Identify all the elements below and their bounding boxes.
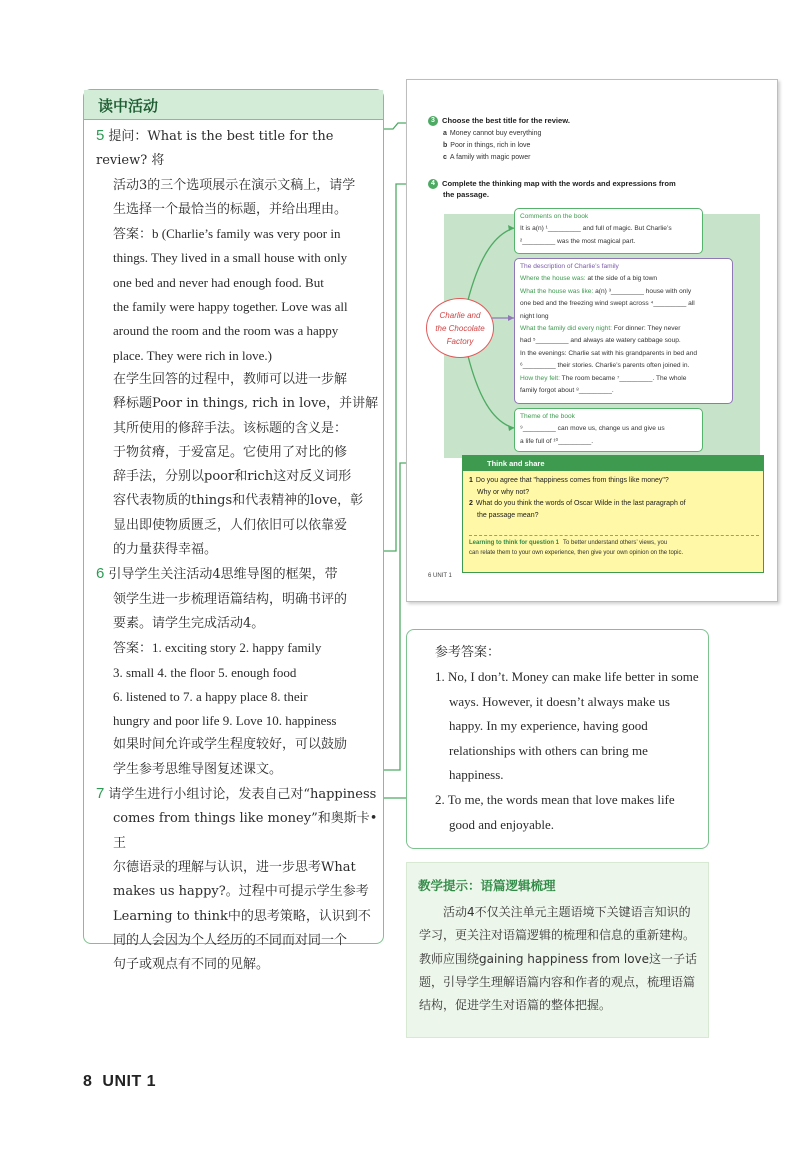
item-6-extra-line: 如果时间允许或学生程度较好，可以鼓励	[113, 737, 348, 753]
panel-title: 读中活动	[98, 98, 159, 115]
think-and-share-header: Think and share	[463, 456, 763, 471]
item-5-answer-line: 答案：b (Charlie’s family was very poor in	[113, 226, 341, 242]
item-5-explain-line: 其所使用的修辞手法。该标题的含义是：	[113, 420, 348, 436]
item-5-answer-line: the family were happy together. Love was all	[113, 299, 348, 315]
learning-to-think-note: Learning to think for question 1 To better understand others’ views, you can relate them to your own experience, then give your own opinion on the topic.	[469, 535, 759, 558]
page-number: 8	[83, 1073, 93, 1090]
item-5-explain-line: 容代表物质的things和代表精神的love，彰	[113, 493, 364, 509]
item-7-line: comes from things like money”和奥斯卡•王	[113, 811, 378, 851]
textbook-page-footer: 6 UNIT 1	[428, 573, 452, 579]
reference-answers-box	[406, 629, 709, 849]
item-6-answer-line: 6. listened to 7. a happy place 8. their	[113, 688, 308, 704]
question-3-title: Choose the best title for the review.	[442, 116, 570, 125]
item-5-answer-line: one bed and never had enough food. But	[113, 274, 324, 290]
book-title-oval: Charlie and the Chocolate Factory	[426, 298, 494, 358]
teaching-tip-box	[406, 862, 709, 1038]
page-footer	[83, 1073, 156, 1091]
item-6-line-3: 要素。请学生完成活动4。	[113, 615, 265, 631]
item-5-line-2: 活动3的三个选项展示在演示文稿上，请学	[113, 177, 356, 193]
theme-title: Theme of the book	[520, 413, 575, 420]
item-6-line-1: 6 引导学生关注活动4思维导图的框架，带	[96, 565, 338, 583]
item-5-answer-line: around the room and the room was a happy	[113, 323, 339, 339]
item-5-explain-line: 在学生回答的过程中，教师可以进一步解	[113, 371, 348, 387]
theme-box: Theme of the book ⁹_________ can move us, change us and give us a life full of ¹⁰_________.	[514, 408, 703, 452]
question-4-title-line-1: Complete the thinking map with the words and expressions from	[442, 179, 676, 188]
item-number: 7	[96, 785, 105, 803]
item-6-extra-line: 学生参考思维导图复述课文。	[113, 761, 283, 777]
question-4-title-line-2: the passage.	[443, 190, 490, 199]
item-number: 6	[96, 565, 105, 583]
item-7-line: 尔德语录的理解与认识，进一步思考What	[113, 859, 356, 875]
item-6-line-2: 领学生进一步梳理语篇结构，明确书评的	[113, 591, 348, 607]
comments-box: Comments on the book It is a(n) ¹_________ and full of magic. But Charlie’s ²_________ was the most magical part.	[514, 208, 703, 254]
item-7-line-1: 7 请学生进行小组讨论，发表自己对“happiness	[96, 785, 377, 803]
item-7-line: 同的人会因为个人经历的不同而对同一个	[113, 932, 348, 948]
item-5-explain-line: 辞手法，分别以poor和rich这对反义词形	[113, 469, 352, 485]
teaching-tip-text: 活动4不仅关注单元主题语境下关键语言知识的学习，更关注对语篇逻辑的梳理和信息的重新建构。教师应围绕gaining happiness from love这一子话题，引导学生理解语篇内容和作者的观点，梳理语篇结构，促进学生对语篇的整体把握。	[419, 905, 698, 1013]
item-6-answer-line: 答案：1. exciting story 2. happy family	[113, 640, 322, 656]
unit-label: UNIT 1	[102, 1073, 157, 1090]
item-5-line-3: 生选择一个最恰当的标题，并给出理由。	[113, 201, 348, 217]
item-5-answer-line: things. They lived in a small house with only	[113, 250, 348, 266]
reference-answer-1: 1. No, I don’t. Money can make life better in some ways. However, it doesn’t always make us happy. In my experience, having good relationships with others can bring me happiness.	[435, 669, 699, 783]
reference-answer-2: 2. To me, the words mean that love makes life good and enjoyable.	[435, 791, 675, 832]
question-number-badge: 4	[428, 179, 438, 189]
item-6-answer-line: 3. small 4. the floor 5. enough food	[113, 664, 297, 680]
item-5-explain-line: 释标题Poor in things, rich in love，并讲解	[113, 396, 379, 412]
item-5-explain-line: 显出即使物质匮乏，人们依旧可以依靠爱	[113, 517, 348, 533]
item-7-line: makes us happy?。过程中可提示学生参考	[113, 884, 369, 900]
description-title: The description of Charlie’s family	[520, 263, 619, 270]
think-questions: 1 Do you agree that "happiness comes from things like money"? Why or why not? 2 What do you think the words of Oscar Wilde in the last paragraph of the passage mean?	[469, 477, 686, 519]
item-5-explain-line: 的力量获得幸福。	[113, 542, 218, 558]
teaching-tip-title: 教学提示：语篇逻辑梳理	[418, 878, 556, 893]
think-and-share-box	[462, 455, 764, 573]
question-number-badge: 3	[428, 116, 438, 126]
family-description-box: The description of Charlie’s family Where the house was: at the side of a big town What the house was like: a(n) ³_________ house with only one bed and the freezing wind swept across ⁴_________ all night long What the family did every night: For dinner: They never had ⁵_________ and always ate watery cabbage soup. In the evenings: Charlie sat with his grandparents in bed and ⁶_________ their stories. Charlie’s parents often joined in. How they felt: The room became ⁷_________. The whole family forgot about ⁸_________.	[514, 258, 733, 404]
item-5-answer-line: place. They were rich in love.)	[113, 347, 272, 363]
reference-title: 参考答案：	[435, 644, 501, 659]
comments-title: Comments on the book	[520, 213, 589, 220]
reference-answer-list	[435, 665, 703, 837]
item-5-line-1: 5 提问：What is the best title for the review? 将	[96, 127, 334, 169]
option-a: a Money cannot buy everything	[443, 130, 542, 137]
item-number: 5	[96, 127, 105, 144]
option-c: c A family with magic power	[443, 154, 531, 161]
item-6-answer-line: hungry and poor life 9. Love 10. happiness	[113, 713, 337, 729]
item-7-line: 句子或观点有不同的见解。	[113, 957, 270, 973]
item-5-explain-line: 于物贫瘠，于爱富足。它使用了对比的修	[113, 444, 348, 460]
item-7-line: Learning to think中的思考策略，认识到不	[113, 908, 371, 924]
option-b: b Poor in things, rich in love	[443, 142, 531, 149]
